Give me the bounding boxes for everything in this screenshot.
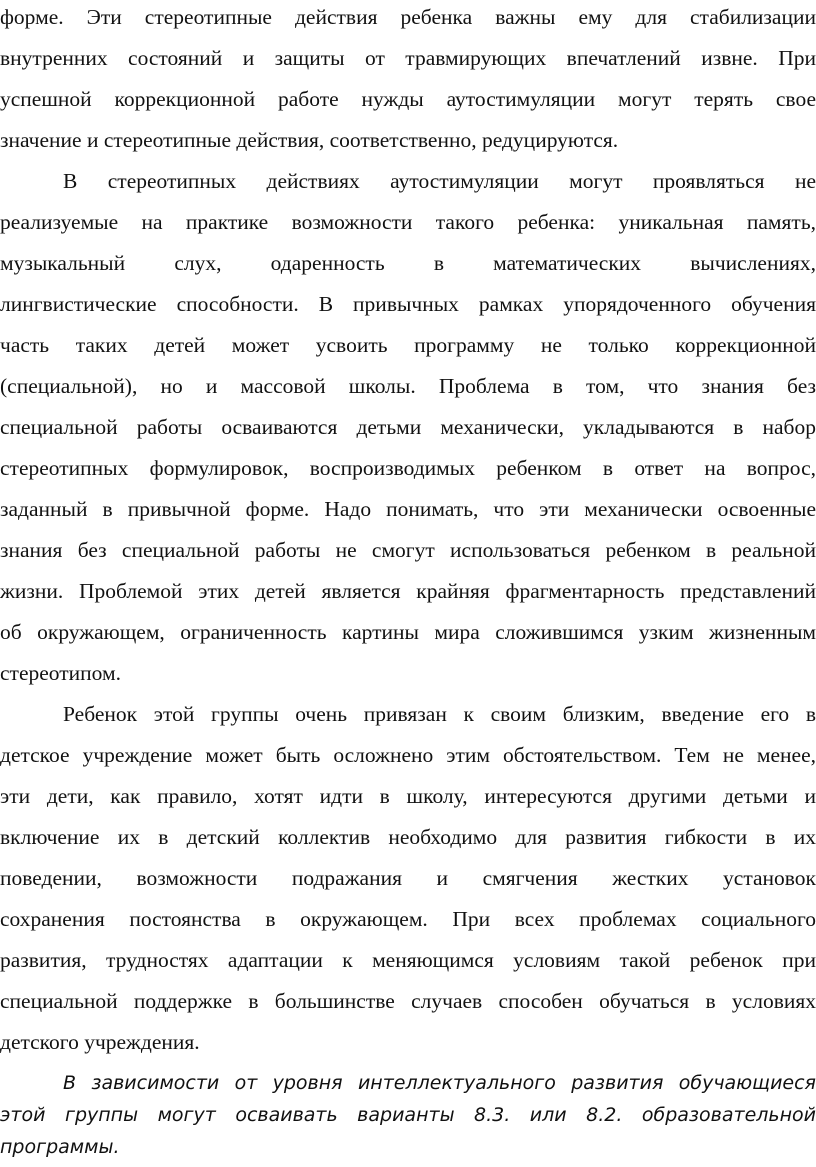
italic-text-line: программы. [0, 1136, 120, 1158]
text-line: специальной работы осваиваются детьми механически, укладываются в набор [0, 415, 816, 439]
text-line: заданный в привычной форме. Надо понимать, что эти механически освоенные [0, 497, 816, 521]
text-line: реализуемые на практике возможности такого ребенка: уникальная память, [0, 210, 816, 234]
text-line: включение их в детский коллектив необходимо для развития гибкости в их [0, 825, 816, 849]
text-line: музыкальный слух, одаренность в математических вычислениях, [0, 251, 816, 275]
text-line: знания без специальной работы не смогут использоваться ребенком в реальной [0, 538, 816, 562]
text-line: В стереотипных действиях аутостимуляции могут проявляться не [63, 169, 816, 193]
text-line: лингвистические способности. В привычных рамках упорядоченного обучения [0, 292, 816, 316]
text-line: часть таких детей может усвоить программу не только коррекционной [0, 333, 816, 357]
text-line: (специальной), но и массовой школы. Проблема в том, что знания без [0, 374, 816, 398]
text-line: стереотипом. [0, 661, 121, 685]
text-line: Ребенок этой группы очень привязан к своим близким, введение его в [63, 702, 816, 726]
text-line: эти дети, как правило, хотят идти в школу, интересуются другими детьми и [0, 784, 816, 808]
text-line: стереотипных формулировок, воспроизводимых ребенком в ответ на вопрос, [0, 456, 816, 480]
italic-text-line: этой группы могут осваивать варианты 8.3. или 8.2. образовательной [0, 1104, 816, 1126]
text-line: детское учреждение может быть осложнено этим обстоятельством. Тем не менее, [0, 743, 816, 767]
text-line: форме. Эти стереотипные действия ребенка важны ему для стабилизации [0, 5, 816, 29]
text-line: значение и стереотипные действия, соответственно, редуцируются. [0, 128, 619, 152]
text-line: жизни. Проблемой этих детей является крайняя фрагментарность представлений [0, 579, 816, 603]
italic-text-line: В зависимости от уровня интеллектуального развития обучающиеся [63, 1072, 816, 1094]
text-line: развития, трудностях адаптации к меняющимся условиям такой ребенок при [0, 948, 816, 972]
text-line: об окружающем, ограниченность картины мира сложившимся узким жизненным [0, 620, 816, 644]
text-line: специальной поддержке в большинстве случаев способен обучаться в условиях [0, 989, 816, 1013]
text-line: внутренних состояний и защиты от травмирующих впечатлений извне. При [0, 46, 816, 70]
text-line: сохранения постоянства в окружающем. При всех проблемах социального [0, 907, 816, 931]
text-line: детского учреждения. [0, 1030, 200, 1054]
text-line: поведении, возможности подражания и смягчения жестких установок [0, 866, 816, 890]
text-line: успешной коррекционной работе нужды аутостимуляции могут терять свое [0, 87, 816, 111]
